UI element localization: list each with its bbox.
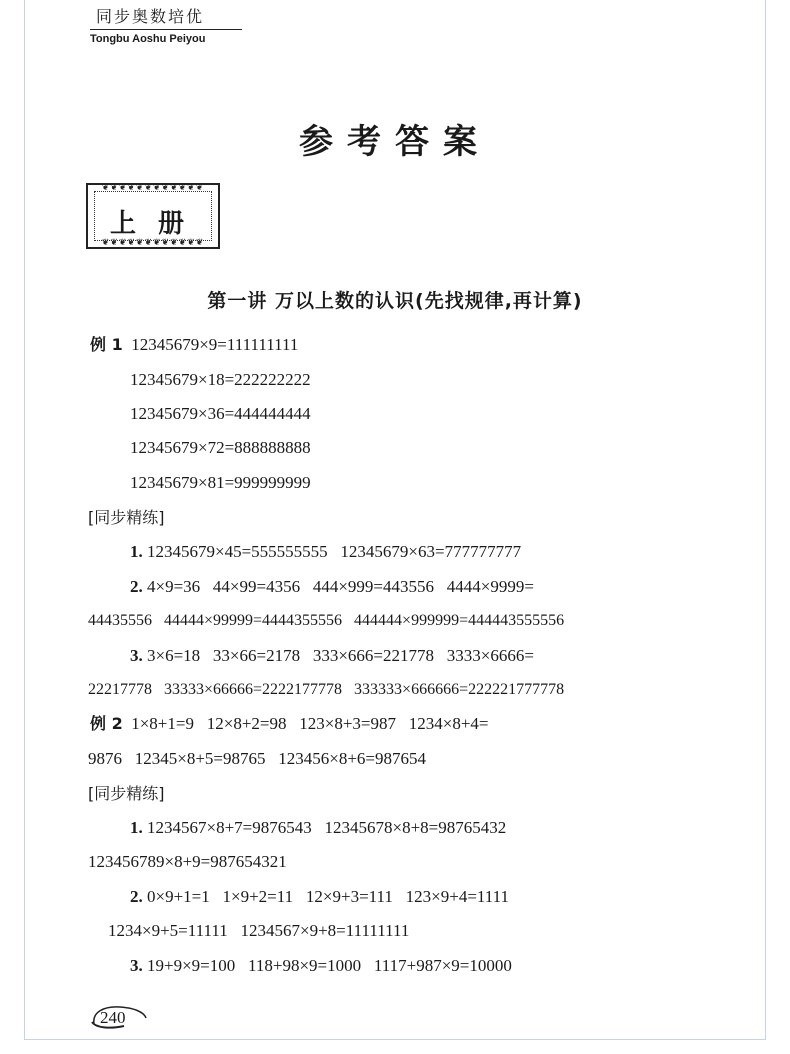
item-number: 1. bbox=[130, 542, 143, 561]
running-header bbox=[90, 4, 242, 45]
page-title: 参考答案 bbox=[299, 122, 491, 162]
equation: 12345679×81=999999999 bbox=[130, 473, 311, 492]
practice-item bbox=[130, 645, 534, 667]
item-text: 1234567×8+7=9876543 12345678×8+8=98765432 bbox=[142, 818, 507, 837]
item-number: 3. bbox=[130, 646, 143, 665]
practice-item bbox=[130, 576, 534, 598]
header-rule bbox=[90, 29, 242, 30]
example1-line bbox=[90, 334, 298, 356]
item-text: 4×9=36 44×99=4356 444×999=443556 4444×9999= bbox=[142, 577, 534, 596]
example2-tag: 例 2 bbox=[90, 714, 123, 733]
practice-label: [同步精练] bbox=[88, 784, 165, 803]
item-continuation: 123456789×8+9=987654321 bbox=[88, 852, 287, 871]
practice-item bbox=[130, 886, 509, 908]
equation: 12345679×36=444444444 bbox=[130, 404, 311, 423]
equation: 12345679×9=111111111 bbox=[131, 335, 299, 354]
item-number: 2. bbox=[130, 577, 143, 596]
item-continuation: 1234×9+5=11111 1234567×9+8=11111111 bbox=[108, 921, 410, 940]
item-text: 0×9+1=1 1×9+2=11 12×9+3=111 123×9+4=1111 bbox=[142, 887, 510, 906]
item-continuation: 44435556 44444×99999=4444355556 444444×999999=444443555556 bbox=[88, 612, 565, 629]
item-text: 19+9×9=100 118+98×9=1000 1117+987×9=10000 bbox=[142, 956, 512, 975]
item-text: 3×6=18 33×66=2178 333×666=221778 3333×6666= bbox=[142, 646, 534, 665]
practice-item bbox=[130, 817, 506, 839]
equation: 12345679×18=222222222 bbox=[130, 370, 311, 389]
item-number: 2. bbox=[130, 887, 143, 906]
item-continuation: 22217778 33333×66666=2222177778 333333×666666=222221777778 bbox=[88, 681, 565, 698]
example2-line bbox=[90, 713, 489, 735]
volume-badge bbox=[86, 183, 220, 249]
practice-label: [同步精练] bbox=[88, 508, 165, 527]
header-title-en: Tongbu Aoshu Peiyou bbox=[90, 33, 206, 45]
volume-label: 上册 bbox=[109, 209, 206, 239]
page-number: 240 bbox=[100, 1008, 126, 1027]
item-text: 12345679×45=555555555 12345679×63=777777777 bbox=[142, 542, 522, 561]
equation: 12345679×72=888888888 bbox=[130, 438, 311, 457]
equation: 1×8+1=9 12×8+2=98 123×8+3=987 1234×8+4= bbox=[131, 714, 489, 733]
practice-item bbox=[130, 541, 521, 563]
header-title-cn: 同步奥数培优 bbox=[96, 7, 205, 26]
example1-tag: 例 1 bbox=[90, 335, 123, 354]
ornament-border-icon: ❦❦❦❦❦❦❦❦❦❦❦❦ bbox=[101, 238, 205, 248]
page-number-badge bbox=[90, 1004, 148, 1030]
item-number: 1. bbox=[130, 818, 143, 837]
equation: 9876 12345×8+5=98765 123456×8+6=987654 bbox=[88, 749, 427, 768]
item-number: 3. bbox=[130, 956, 143, 975]
ornament-border-icon: ❦❦❦❦❦❦❦❦❦❦❦❦ bbox=[101, 183, 205, 193]
lecture-heading: 第一讲 万以上数的认识(先找规律,再计算) bbox=[207, 290, 583, 312]
practice-item bbox=[130, 955, 512, 977]
